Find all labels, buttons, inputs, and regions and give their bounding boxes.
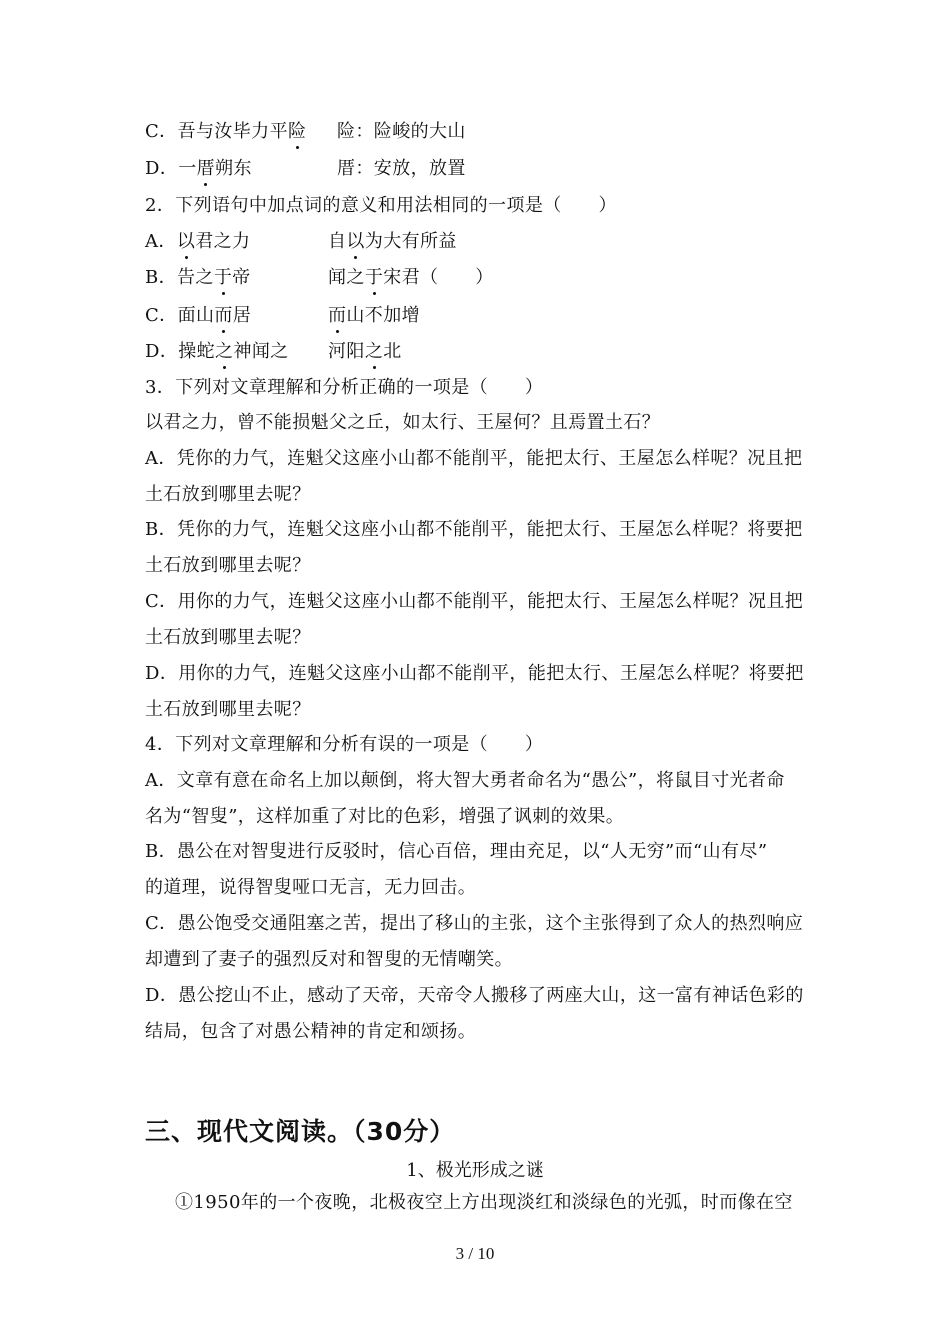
q1-d-post: 朔东 [215, 158, 252, 179]
page-number: 3 / 10 [455, 1244, 495, 1263]
q4-option-b-line2: 的道理，说得智叟哑口无言，无力回击。 [145, 877, 477, 898]
q2-option-a [145, 230, 457, 254]
q2-b-l-dot: 于 [213, 267, 233, 288]
q1-d-note: 厝：安放，放置 [337, 158, 466, 179]
q1-c-dotted: 险 [287, 121, 307, 142]
q1-d-pre: D．一 [145, 158, 197, 179]
q3-quote: 以君之力，曾不能损魁父之丘，如太行、王屋何？且焉置土石？ [145, 412, 661, 433]
q2-c-l-dot: 而 [214, 305, 233, 326]
q2-d-l-post: 神闻之 [233, 341, 289, 362]
q1-d-dotted: 厝 [196, 158, 216, 179]
q2-d-r-pre: 河阳 [328, 341, 365, 362]
q2-b-r-dot: 于 [364, 267, 384, 288]
article-title: 1、极光形成之谜 [406, 1160, 544, 1181]
q2-option-d [145, 340, 402, 364]
q1-c-note: 险：险峻的大山 [337, 121, 466, 142]
q4-stem: 4．下列对文章理解和分析有误的一项是（ ） [145, 734, 544, 755]
q2-d-right [328, 340, 402, 364]
q2-a-l-dot: 以 [176, 231, 196, 252]
q2-c-right [328, 304, 420, 328]
q3-option-b-line1: B．凭你的力气，连魁父这座小山都不能削平，能把太行、王屋怎么样呢？将要把 [145, 519, 803, 540]
q3-option-b-line2: 土石放到哪里去呢？ [145, 555, 311, 576]
q2-b-r-pre: 闻之 [328, 267, 365, 288]
q3-option-d-line2: 土石放到哪里去呢？ [145, 699, 311, 720]
q4-option-a-line1: A．文章有意在命名上加以颠倒，将大智大勇者命名为“愚公”，将鼠目寸光者命 [145, 770, 785, 791]
q2-c-r-post: 山不加增 [346, 305, 421, 326]
q2-a-l-pre: A． [145, 231, 177, 252]
q2-a-r-post: 为大有所益 [364, 231, 457, 252]
q2-a-l-post: 君之力 [195, 231, 251, 252]
q2-d-r-post: 北 [383, 341, 402, 362]
article-paragraph-1: ①1950年的一个夜晚，北极夜空上方出现淡红和淡绿色的光弧，时而像在空 [175, 1192, 793, 1213]
q3-option-a-line2: 土石放到哪里去呢？ [145, 484, 311, 505]
q3-option-c-line2: 土石放到哪里去呢？ [145, 627, 311, 648]
q4-option-b-line1: B．愚公在对智叟进行反驳时，信心百倍，理由充足，以“人无穷”而“山有尽” [145, 841, 768, 862]
q3-stem: 3．下列对文章理解和分析正确的一项是（ ） [145, 377, 544, 398]
q2-d-r-dot: 之 [364, 341, 384, 362]
q4-option-a-line2: 名为“智叟”，这样加重了对比的色彩，增强了讽刺的效果。 [145, 806, 625, 827]
q2-d-l-pre: D．操蛇 [145, 341, 216, 362]
q3-option-d-line1: D．用你的力气，连魁父这座小山都不能削平，能把太行、王屋怎么样呢？将要把 [145, 663, 804, 684]
q2-c-l-pre: C．面山 [145, 305, 215, 326]
q2-b-l-pre: B．告之 [145, 267, 214, 288]
q2-a-r-dot: 以 [346, 231, 365, 252]
q2-b-l-post: 帝 [232, 267, 251, 288]
q2-c-l-post: 居 [232, 305, 252, 326]
q2-a-r-pre: 自 [328, 231, 347, 252]
q2-c-r-dot: 而 [328, 305, 347, 326]
q2-option-b [145, 266, 494, 290]
q3-option-a-line1: A．凭你的力气，连魁父这座小山都不能削平，能把太行、王屋怎么样呢？况且把 [145, 448, 803, 469]
q4-option-c-line2: 却遭到了妻子的强烈反对和智叟的无情嘲笑。 [145, 949, 513, 970]
q4-option-c-line1: C．愚公饱受交通阻塞之苦，提出了移山的主张，这个主张得到了众人的热烈响应 [145, 913, 804, 934]
q1-option-c [145, 120, 466, 144]
q4-option-d-line1: D．愚公挖山不止，感动了天帝，天帝令人搬移了两座大山，这一富有神话色彩的 [145, 985, 804, 1006]
q2-b-right [328, 266, 494, 290]
q2-b-r-post: 宋君（ ） [383, 267, 494, 288]
q2-option-c [145, 304, 421, 328]
q1-c-text: C．吾与汝毕力平 [145, 121, 288, 142]
q2-a-right [328, 230, 457, 254]
q2-stem: 2．下列语句中加点词的意义和用法相同的一项是（ ） [145, 195, 617, 216]
q4-option-d-line2: 结局，包含了对愚公精神的肯定和颂扬。 [145, 1021, 477, 1042]
section-heading: 三、现代文阅读。（30分） [145, 1117, 456, 1146]
q2-d-l-dot: 之 [215, 341, 234, 362]
q3-option-c-line1: C．用你的力气，连魁父这座小山都不能削平，能把太行、王屋怎么样呢？况且把 [145, 591, 804, 612]
q1-option-d [145, 157, 466, 181]
